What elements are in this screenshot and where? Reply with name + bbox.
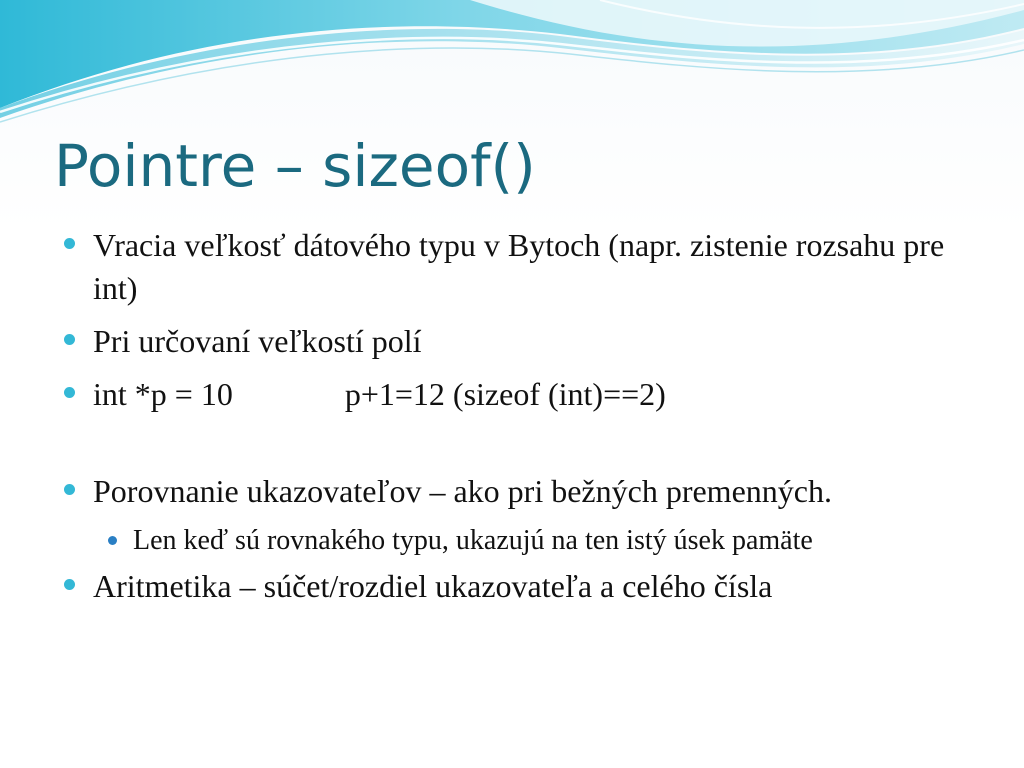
code-declaration: int *p = 10: [93, 376, 233, 412]
slide-title: Pointre – sizeof(): [54, 132, 536, 200]
code-increment: p+1=12 (sizeof (int)==2): [344, 376, 666, 412]
bullet-array-sizes: Pri určovaní veľkostí polí: [62, 320, 992, 363]
bullet-pointer-example: [62, 373, 992, 416]
bullet-return-size: Vracia veľkosť dátového typu v Bytoch (napr. zistenie rozsahu pre int): [62, 224, 992, 310]
spacer: [62, 425, 992, 470]
bullet-pointer-comparison: Porovnanie ukazovateľov – ako pri bežných premenných.: [62, 470, 992, 513]
sub-bullet-same-type: Len keď sú rovnakého typu, ukazujú na ten istý úsek pamäte: [104, 523, 992, 558]
slide-content: [62, 224, 992, 618]
bullet-arithmetic: Aritmetika – súčet/rozdiel ukazovateľa a celého čísla: [62, 565, 992, 608]
wave-header-decoration: [0, 0, 1024, 130]
